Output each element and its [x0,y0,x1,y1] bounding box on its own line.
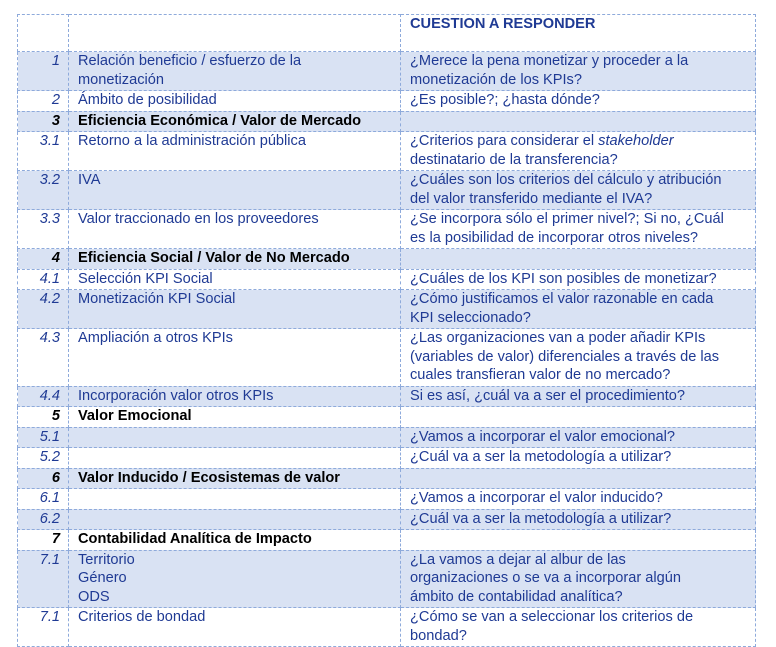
header-row [18,15,756,52]
section-row [18,111,756,132]
section-title: Contabilidad Analítica de Impacto [69,530,401,551]
section-row [18,468,756,489]
row-number: 7.1 [18,608,69,647]
table-row [18,269,756,290]
row-description: Valor traccionado en los proveedores [69,210,401,249]
table-row [18,489,756,510]
row-question: ¿Merece la pena monetizar y proceder a la monetización de los KPIs? [401,52,756,91]
row-question: ¿Cuáles son los criterios del cálculo y atribución del valor transferido mediante el IVA? [401,171,756,210]
row-description [69,489,401,510]
row-description: Selección KPI Social [69,269,401,290]
section-title: Valor Emocional [69,407,401,428]
row-question: ¿La vamos a dejar al albur de las organizaciones o se va a incorporar algún ámbito de contabilidad analítica? [401,550,756,608]
row-description: Ampliación a otros KPIs [69,329,401,387]
row-description: Retorno a la administración pública [69,132,401,171]
row-question: ¿Criterios para considerar el stakeholder destinatario de la transferencia? [401,132,756,171]
section-title: Eficiencia Social / Valor de No Mercado [69,249,401,270]
table-row [18,91,756,112]
row-question: ¿Cuáles de los KPI son posibles de monetizar? [401,269,756,290]
section-number: 3 [18,111,69,132]
section-row [18,407,756,428]
row-question [401,407,756,428]
table-row [18,550,756,608]
row-number: 4.3 [18,329,69,387]
row-description: Relación beneficio / esfuerzo de la monetización [69,52,401,91]
table-row [18,329,756,387]
row-description [69,427,401,448]
row-question [401,111,756,132]
row-question [401,530,756,551]
row-question: ¿Cuál va a ser la metodología a utilizar? [401,509,756,530]
row-question [401,249,756,270]
section-row [18,530,756,551]
row-question: ¿Cómo justificamos el valor razonable en cada KPI seleccionado? [401,290,756,329]
table-row [18,427,756,448]
table-row [18,509,756,530]
row-question [401,468,756,489]
row-number: 3.1 [18,132,69,171]
row-question: ¿Vamos a incorporar el valor emocional? [401,427,756,448]
row-question: Si es así, ¿cuál va a ser el procedimiento? [401,386,756,407]
table-row [18,52,756,91]
section-title: Eficiencia Económica / Valor de Mercado [69,111,401,132]
row-number: 4.1 [18,269,69,290]
row-question: ¿Es posible?; ¿hasta dónde? [401,91,756,112]
row-description: Incorporación valor otros KPIs [69,386,401,407]
header-question-cell: CUESTION A RESPONDER [401,15,756,52]
row-number: 2 [18,91,69,112]
row-question: ¿Se incorpora sólo el primer nivel?; Si no, ¿Cuál es la posibilidad de incorporar otros niveles? [401,210,756,249]
section-row [18,249,756,270]
row-description: Criterios de bondad [69,608,401,647]
section-number: 4 [18,249,69,270]
row-number: 6.1 [18,489,69,510]
row-description: Ámbito de posibilidad [69,91,401,112]
table-row [18,290,756,329]
section-number: 6 [18,468,69,489]
row-number: 1 [18,52,69,91]
row-description: Territorio Género ODS [69,550,401,608]
row-number: 6.2 [18,509,69,530]
table-row [18,171,756,210]
row-number: 5.2 [18,448,69,469]
row-number: 7.1 [18,550,69,608]
row-question: ¿Vamos a incorporar el valor inducido? [401,489,756,510]
row-question: ¿Las organizaciones van a poder añadir KPIs (variables de valor) diferenciales a través de las cuales transfieran valor de no mercado? [401,329,756,387]
row-description [69,509,401,530]
row-number: 4.2 [18,290,69,329]
evaluation-table [17,14,756,647]
row-number: 3.2 [18,171,69,210]
section-title: Valor Inducido / Ecosistemas de valor [69,468,401,489]
table-row [18,386,756,407]
table-row [18,132,756,171]
row-question: ¿Cuál va a ser la metodología a utilizar? [401,448,756,469]
section-number: 7 [18,530,69,551]
row-description: IVA [69,171,401,210]
row-description [69,448,401,469]
row-number: 5.1 [18,427,69,448]
section-number: 5 [18,407,69,428]
header-num-cell [18,15,69,52]
row-question: ¿Cómo se van a seleccionar los criterios de bondad? [401,608,756,647]
table-row [18,210,756,249]
row-description: Monetización KPI Social [69,290,401,329]
header-desc-cell [69,15,401,52]
row-number: 3.3 [18,210,69,249]
row-number: 4.4 [18,386,69,407]
table-row [18,448,756,469]
table-row [18,608,756,647]
